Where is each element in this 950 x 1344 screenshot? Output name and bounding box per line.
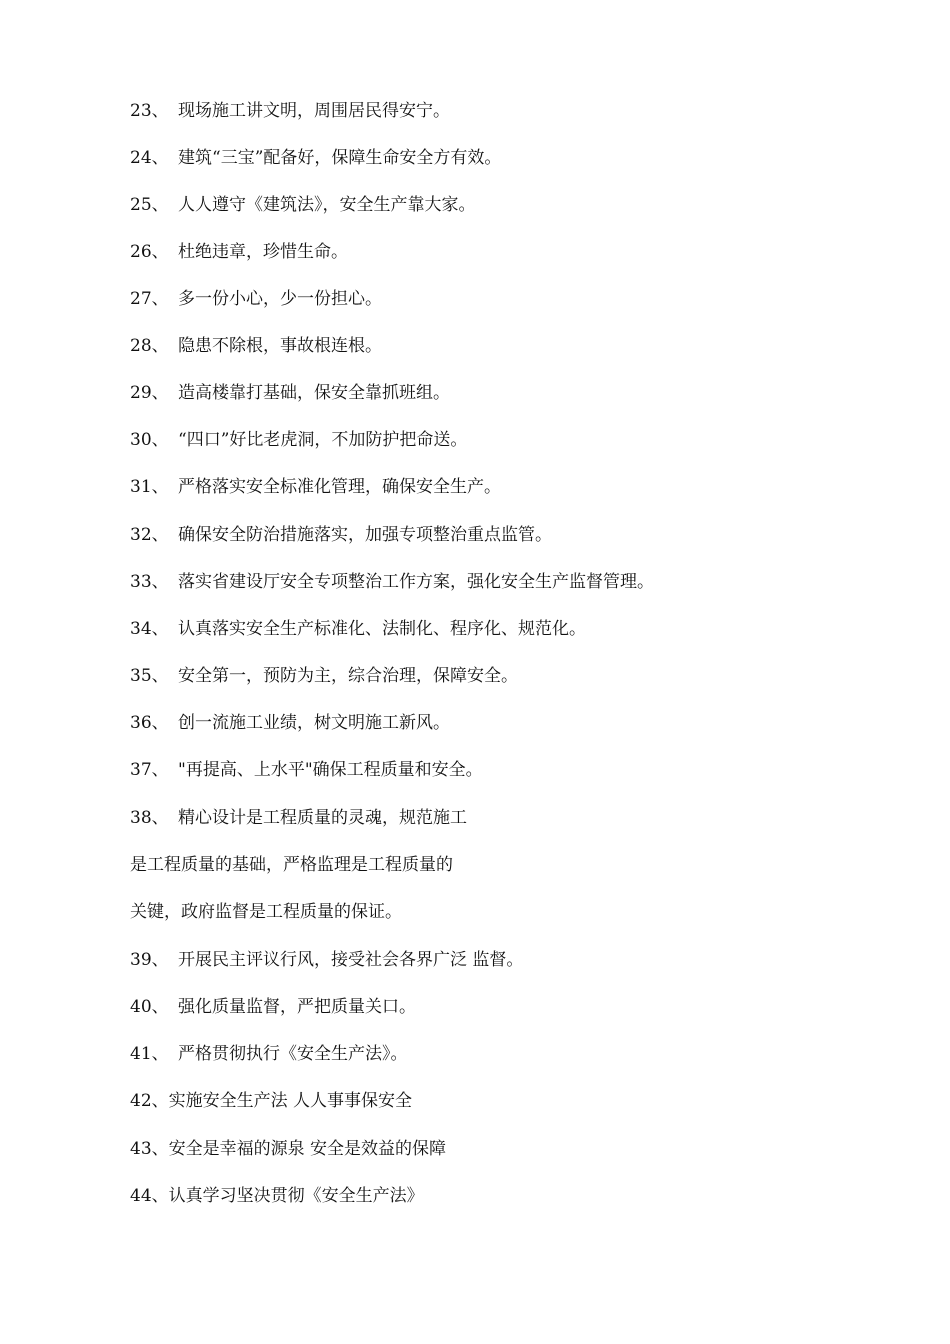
slogan-line <box>130 143 501 173</box>
item-number: 26、 <box>130 242 169 262</box>
item-number: 25、 <box>130 195 169 215</box>
item-text: 精心设计是工程质量的灵魂，规范施工 <box>178 808 467 828</box>
item-text: 创一流施工业绩，树文明施工新风。 <box>178 713 450 733</box>
item-number: 31、 <box>130 477 169 497</box>
item-number: 34、 <box>130 619 169 639</box>
item-text: 现场施工讲文明，周围居民得安宁。 <box>178 101 450 121</box>
slogan-line <box>130 614 586 644</box>
slogan-continuation-line <box>130 897 402 927</box>
item-text: 严格贯彻执行《安全生产法》。 <box>178 1044 408 1064</box>
item-text: 强化质量监督，严把质量关口。 <box>178 997 416 1017</box>
item-number: 28、 <box>130 336 169 356</box>
item-number: 24、 <box>130 148 169 168</box>
item-text: 关键，政府监督是工程质量的保证。 <box>130 902 402 922</box>
item-number: 42、 <box>130 1091 169 1111</box>
item-text: 建筑“三宝”配备好，保障生命安全方有效。 <box>178 148 502 168</box>
slogan-line <box>130 425 467 455</box>
item-number: 33、 <box>130 572 169 592</box>
slogan-line <box>130 331 382 361</box>
item-text: 造高楼靠打基础，保安全靠抓班组。 <box>178 383 450 403</box>
item-number: 36、 <box>130 713 169 733</box>
item-number: 39、 <box>130 950 169 970</box>
item-number: 41、 <box>130 1044 169 1064</box>
item-number: 38、 <box>130 808 169 828</box>
slogan-line <box>130 237 348 267</box>
slogan-line <box>130 1181 424 1211</box>
item-number: 35、 <box>130 666 169 686</box>
slogan-line <box>130 945 523 975</box>
item-text: 认真学习坚决贯彻《安全生产法》 <box>168 1186 424 1206</box>
slogan-line <box>130 567 654 597</box>
slogan-line <box>130 661 518 691</box>
item-text: 杜绝违章，珍惜生命。 <box>178 242 348 262</box>
item-number: 32、 <box>130 525 169 545</box>
slogan-line <box>130 803 467 833</box>
item-number: 44、 <box>130 1186 169 1206</box>
slogan-line <box>130 520 552 550</box>
slogan-line <box>130 284 382 314</box>
slogan-line <box>130 378 450 408</box>
item-number: 37、 <box>130 760 169 780</box>
item-number: 29、 <box>130 383 169 403</box>
item-text: 实施安全生产法 人人事事保安全 <box>168 1091 413 1111</box>
item-number: 30、 <box>130 430 169 450</box>
item-number: 23、 <box>130 101 169 121</box>
item-number: 40、 <box>130 997 169 1017</box>
slogan-line <box>130 992 416 1022</box>
item-text: 严格落实安全标准化管理，确保安全生产。 <box>178 477 501 497</box>
slogan-line <box>130 190 476 220</box>
item-text: 开展民主评议行风，接受社会各界广泛 监督。 <box>178 950 524 970</box>
slogan-line <box>130 755 483 785</box>
item-text: 落实省建设厅安全专项整治工作方案，强化安全生产监督管理。 <box>178 572 654 592</box>
slogan-line <box>130 708 450 738</box>
item-text: 确保安全防治措施落实，加强专项整治重点监管。 <box>178 525 552 545</box>
item-text: 认真落实安全生产标准化、法制化、程序化、规范化。 <box>178 619 586 639</box>
item-text: "再提高、上水平"确保工程质量和安全。 <box>178 760 483 780</box>
slogan-line <box>130 1134 446 1164</box>
slogan-line <box>130 96 450 126</box>
slogan-line <box>130 1039 408 1069</box>
slogan-line <box>130 1086 412 1116</box>
slogan-continuation-line <box>130 850 453 880</box>
item-text: 多一份小心，少一份担心。 <box>178 289 382 309</box>
item-text: “四口”好比老虎洞，不加防护把命送。 <box>178 430 468 450</box>
item-number: 27、 <box>130 289 169 309</box>
item-number: 43、 <box>130 1139 169 1159</box>
slogan-line <box>130 472 501 502</box>
item-text: 人人遵守《建筑法》，安全生产靠大家。 <box>178 195 476 215</box>
item-text: 是工程质量的基础，严格监理是工程质量的 <box>130 855 453 875</box>
item-text: 安全第一，预防为主，综合治理，保障安全。 <box>178 666 518 686</box>
item-text: 安全是幸福的源泉 安全是效益的保障 <box>168 1139 447 1159</box>
item-text: 隐患不除根，事故根连根。 <box>178 336 382 356</box>
